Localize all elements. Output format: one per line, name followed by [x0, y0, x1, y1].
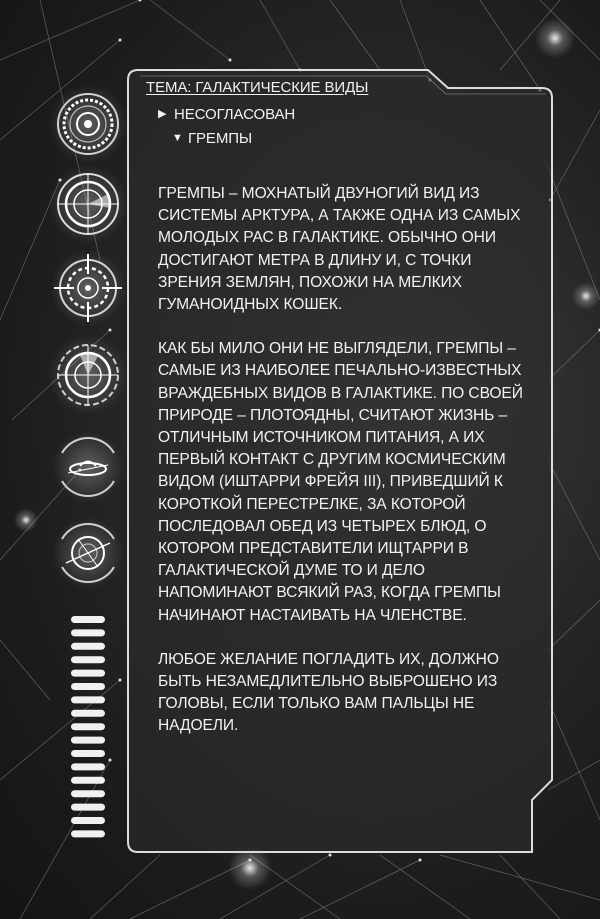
- target-icon[interactable]: [48, 84, 128, 164]
- radar-icon[interactable]: [48, 335, 128, 415]
- radar-icon[interactable]: [48, 164, 128, 244]
- paragraph: ГРЕМПЫ – МОХНАТЫЙ ДВУНОГИЙ ВИД ИЗ СИСТЕМЫ АРКТУРА, А ТАКЖЕ ОДНА ИЗ САМЫХ МОЛОДЫХ РАС В ГАЛАКТИКЕ. ОБЫЧНО ОНИ ДОСТИГАЮТ МЕТРА В ДЛИНУ И, С ТОЧКИ ЗРЕНИЯ ЗЕМЛЯН, ПОХОЖИ НА МЕЛКИХ ГУМАНОИДНЫХ КОШЕК.: [158, 185, 521, 314]
- triangle-right-icon: ▶: [158, 108, 167, 120]
- compass-icon[interactable]: [52, 517, 124, 589]
- info-panel: [146, 78, 538, 760]
- level-meter-segment: [71, 750, 105, 757]
- level-meter-segment: [71, 656, 105, 663]
- level-meter: [71, 616, 105, 837]
- level-meter-segment: [71, 683, 105, 690]
- level-meter-segment: [71, 629, 105, 636]
- level-meter-segment: [71, 643, 105, 650]
- level-meter-segment: [71, 804, 105, 811]
- level-meter-segment: [71, 777, 105, 784]
- topic-label: ТЕМА: ГАЛАКТИЧЕСКИЕ ВИДЫ: [146, 79, 369, 96]
- level-meter-segment: [71, 723, 105, 730]
- level-meter-segment: [71, 696, 105, 703]
- spaceship-icon[interactable]: [52, 431, 124, 503]
- level-meter-segment: [71, 817, 105, 824]
- paragraph: КАК БЫ МИЛО ОНИ НЕ ВЫГЛЯДЕЛИ, ГРЕМПЫ – САМЫЕ ИЗ НАИБОЛЕЕ ПЕЧАЛЬНО-ИЗВЕСТНЫХ ВРАЖДЕБНЫХ ВИДОВ В ГАЛАКТИКЕ. ПО СВОЕЙ ПРИРОДЕ – ПЛОТОЯДНЫ, СЧИТАЮТ ЖИЗНЬ – ОТЛИЧНЫМ ИСТОЧНИКОМ ПИТАНИЯ, А ИХ ПЕРВЫЙ КОНТАКТ С ДРУГИМ КОСМИЧЕСКИМ ВИДОМ (ИШТАРРИ ФРЕЙЯ III), ПРИВЕДШИЙ К КОРОТКОЙ ПЕРЕСТРЕЛКЕ, ЗА КОТОРОЙ ПОСЛЕДОВАЛ ОБЕД ИЗ ЧЕТЫРЕХ БЛЮД, О КОТОРОМ ПРЕДСТАВИТЕЛИ ИЩТАРРИ В ГАЛАКТИЧЕСКОЙ ДУМЕ ТО И ДЕЛО НАПОМИНАЮТ ВСЯКИЙ РАЗ, КОГДА ГРЕМПЫ НАЧИНАЮТ НАСТАИВАТЬ НА ЧЛЕНСТВЕ.: [158, 340, 523, 624]
- level-meter-segment: [71, 790, 105, 797]
- level-meter-segment: [71, 616, 105, 623]
- article-body: [158, 183, 538, 738]
- level-meter-segment: [71, 763, 105, 770]
- paragraph: ЛЮБОЕ ЖЕЛАНИЕ ПОГЛАДИТЬ ИХ, ДОЛЖНО БЫТЬ НЕЗАМЕДЛИТЕЛЬНО ВЫБРОШЕНО ИЗ ГОЛОВЫ, ЕСЛИ ТОЛЬКО ВАМ ПАЛЬЦЫ НЕ НАДОЕЛИ.: [158, 650, 499, 735]
- level-meter-segment: [71, 830, 105, 837]
- tree-item-label: НЕСОГЛАСОВАН: [174, 106, 296, 123]
- tree-item-label: ГРЕМПЫ: [188, 130, 253, 147]
- level-meter-segment: [71, 670, 105, 677]
- triangle-down-icon: ▼: [172, 132, 183, 144]
- tree-item-gremps[interactable]: [172, 128, 538, 149]
- level-meter-segment: [71, 737, 105, 744]
- tree-item-unapproved[interactable]: [158, 104, 538, 125]
- level-meter-segment: [71, 710, 105, 717]
- crosshair-icon[interactable]: [50, 250, 126, 326]
